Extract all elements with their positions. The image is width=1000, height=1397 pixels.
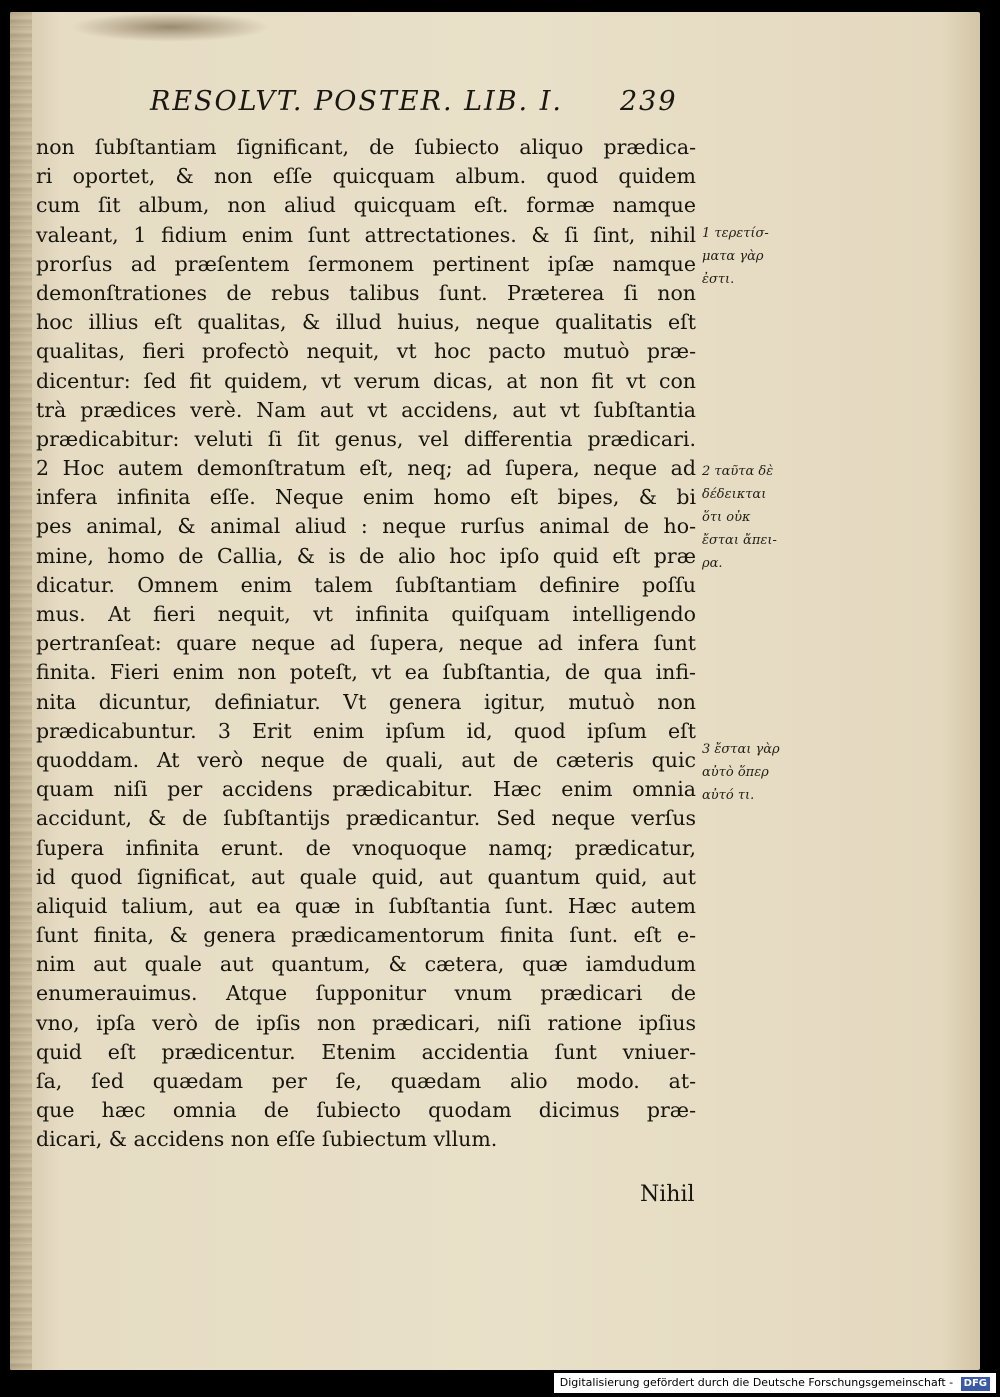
text-line: nim aut quale aut quantum, & cætera, quæ iamdudum [36,952,696,977]
text-line: que hæc omnia de ſubiecto quodam dicimus præ- [36,1098,696,1123]
text-line: dicari, & accidens non eſſe ſubiectum vllum. [36,1127,498,1152]
text-line: quid eſt prædicentur. Etenim accidentia ſunt vniuer- [36,1039,696,1064]
text-line: non ſubſtantiam ſignificant, de ſubiecto aliquo prædica- [36,135,696,159]
text-line: dicentur: ſed fit quidem, vt verum dicas, at non fit vt con [36,368,696,393]
text-line: prædicabuntur. 3 Erit enim ipſum id, quod ipſum eſt [36,718,696,743]
text-line: accidunt, & de ſubſtantijs prædicantur. Sed neque verſus [36,806,696,831]
text-line: qualitas, fieri profectò nequit, vt hoc pacto mutuò præ- [36,339,696,364]
running-header [150,86,710,126]
page-binding-shadow [10,12,32,1370]
marginal-note-line: ἔσται ἄπει- [702,533,777,548]
text-line: 2 Hoc autem demonſtratum eſt, neq; ad ſupera, neque ad [36,456,696,481]
footer-text: Digitalisierung gefördert durch die Deutsche Forschungsgemeinschaft - [559,1376,954,1389]
text-line: dicatur. Omnem enim talem ſubſtantiam definire poſſu [36,572,696,597]
text-line: prædicabitur: veluti ſi ſit genus, vel differentia prædicari. [36,426,696,451]
text-line: quam niſi per accidens prædicabitur. Hæc enim omnia [36,777,696,802]
text-line: pertranſeat: quare neque ad ſupera, neque ad infera ſunt [36,631,696,656]
marginal-note-line: ὅτι οὐκ [702,510,751,525]
marginal-note-line: αὐτὸ ὅπερ [702,765,769,780]
marginal-note-line: δέδεικται [702,487,767,502]
marginal-note-line: 3 ἔσται γὰρ [702,742,780,757]
running-title: RESOLVT. POSTER. LIB. I. [150,86,563,117]
marginal-note-line: 2 ταῦτα δὲ [702,464,774,479]
dfg-logo: DFG [961,1377,990,1391]
marginal-note-line: 1 τερετίσ- [702,226,769,241]
text-line: enumerauimus. Atque ſupponitur vnum prædicari de [36,981,696,1006]
text-line: mus. At fieri nequit, vt infinita quiſquam intelligendo [36,602,696,626]
digitization-footer [554,1373,996,1393]
text-line: finita. Fieri enim non poteſt, vt ea ſubſtantia, de qua infi- [36,660,696,685]
text-line: ri oportet, & non eſſe quicquam album. quod quidem [36,164,696,189]
text-line: demonſtrationes de rebus talibus ſunt. Præterea ſi non [36,280,696,305]
text-line: id quod ſignificat, aut quale quid, aut quantum quid, aut [36,864,696,889]
text-line: ſunt finita, & genera prædicamentorum finita ſunt. eſt e- [36,923,696,948]
text-line: cum ſit album, non aliud quicquam eſt. formæ namque [36,193,696,218]
marginal-note-line: ἐστι. [702,272,735,287]
text-line: hoc illius eſt qualitas, & illud huius, neque qualitatis eſt [36,310,696,335]
marginal-note-3 [702,738,780,807]
text-line: ſupera infinita erunt. de vnoquoque namq; prædicatur, [36,835,696,860]
marginal-note-line: ρα. [702,556,723,571]
text-line: trà prædices verè. Nam aut vt accidens, aut vt ſubſtantia [36,397,696,422]
body-text [36,133,696,1155]
text-line: ſa, ſed quædam per ſe, quædam alio modo. at- [36,1069,696,1093]
marginal-note-2 [702,460,777,575]
page-number: 239 [620,86,678,117]
catchword: Nihil [640,1182,695,1207]
marginal-note-line: αὐτό τι. [702,788,755,803]
text-line: aliquid talium, aut ea quæ in ſubſtantia ſunt. Hæc autem [36,893,696,918]
page-stain [70,12,270,42]
marginal-note-line: ματα γὰρ [702,249,764,264]
text-line: quoddam. At verò neque de quali, aut de cæteris quic [36,747,696,772]
text-line: nita dicuntur, definiatur. Vt genera igitur, mutuò non [36,689,696,714]
text-line: pes animal, & animal aliud : neque rurſus animal de ho- [36,514,696,539]
marginal-note-1 [702,222,769,291]
text-line: vno, ipſa verò de ipſis non prædicari, niſi ratione ipſius [36,1010,696,1035]
text-line: valeant, 1 fidium enim ſunt attrectationes. & ſi ſint, nihil [36,222,696,247]
text-line: mine, homo de Callia, & is de alio hoc ipſo quid eſt præ [36,543,696,568]
text-line: infera infinita eſſe. Neque enim homo eſt bipes, & bi [36,485,696,510]
text-line: prorſus ad præſentem ſermonem pertinent ipſæ namque [36,251,696,276]
